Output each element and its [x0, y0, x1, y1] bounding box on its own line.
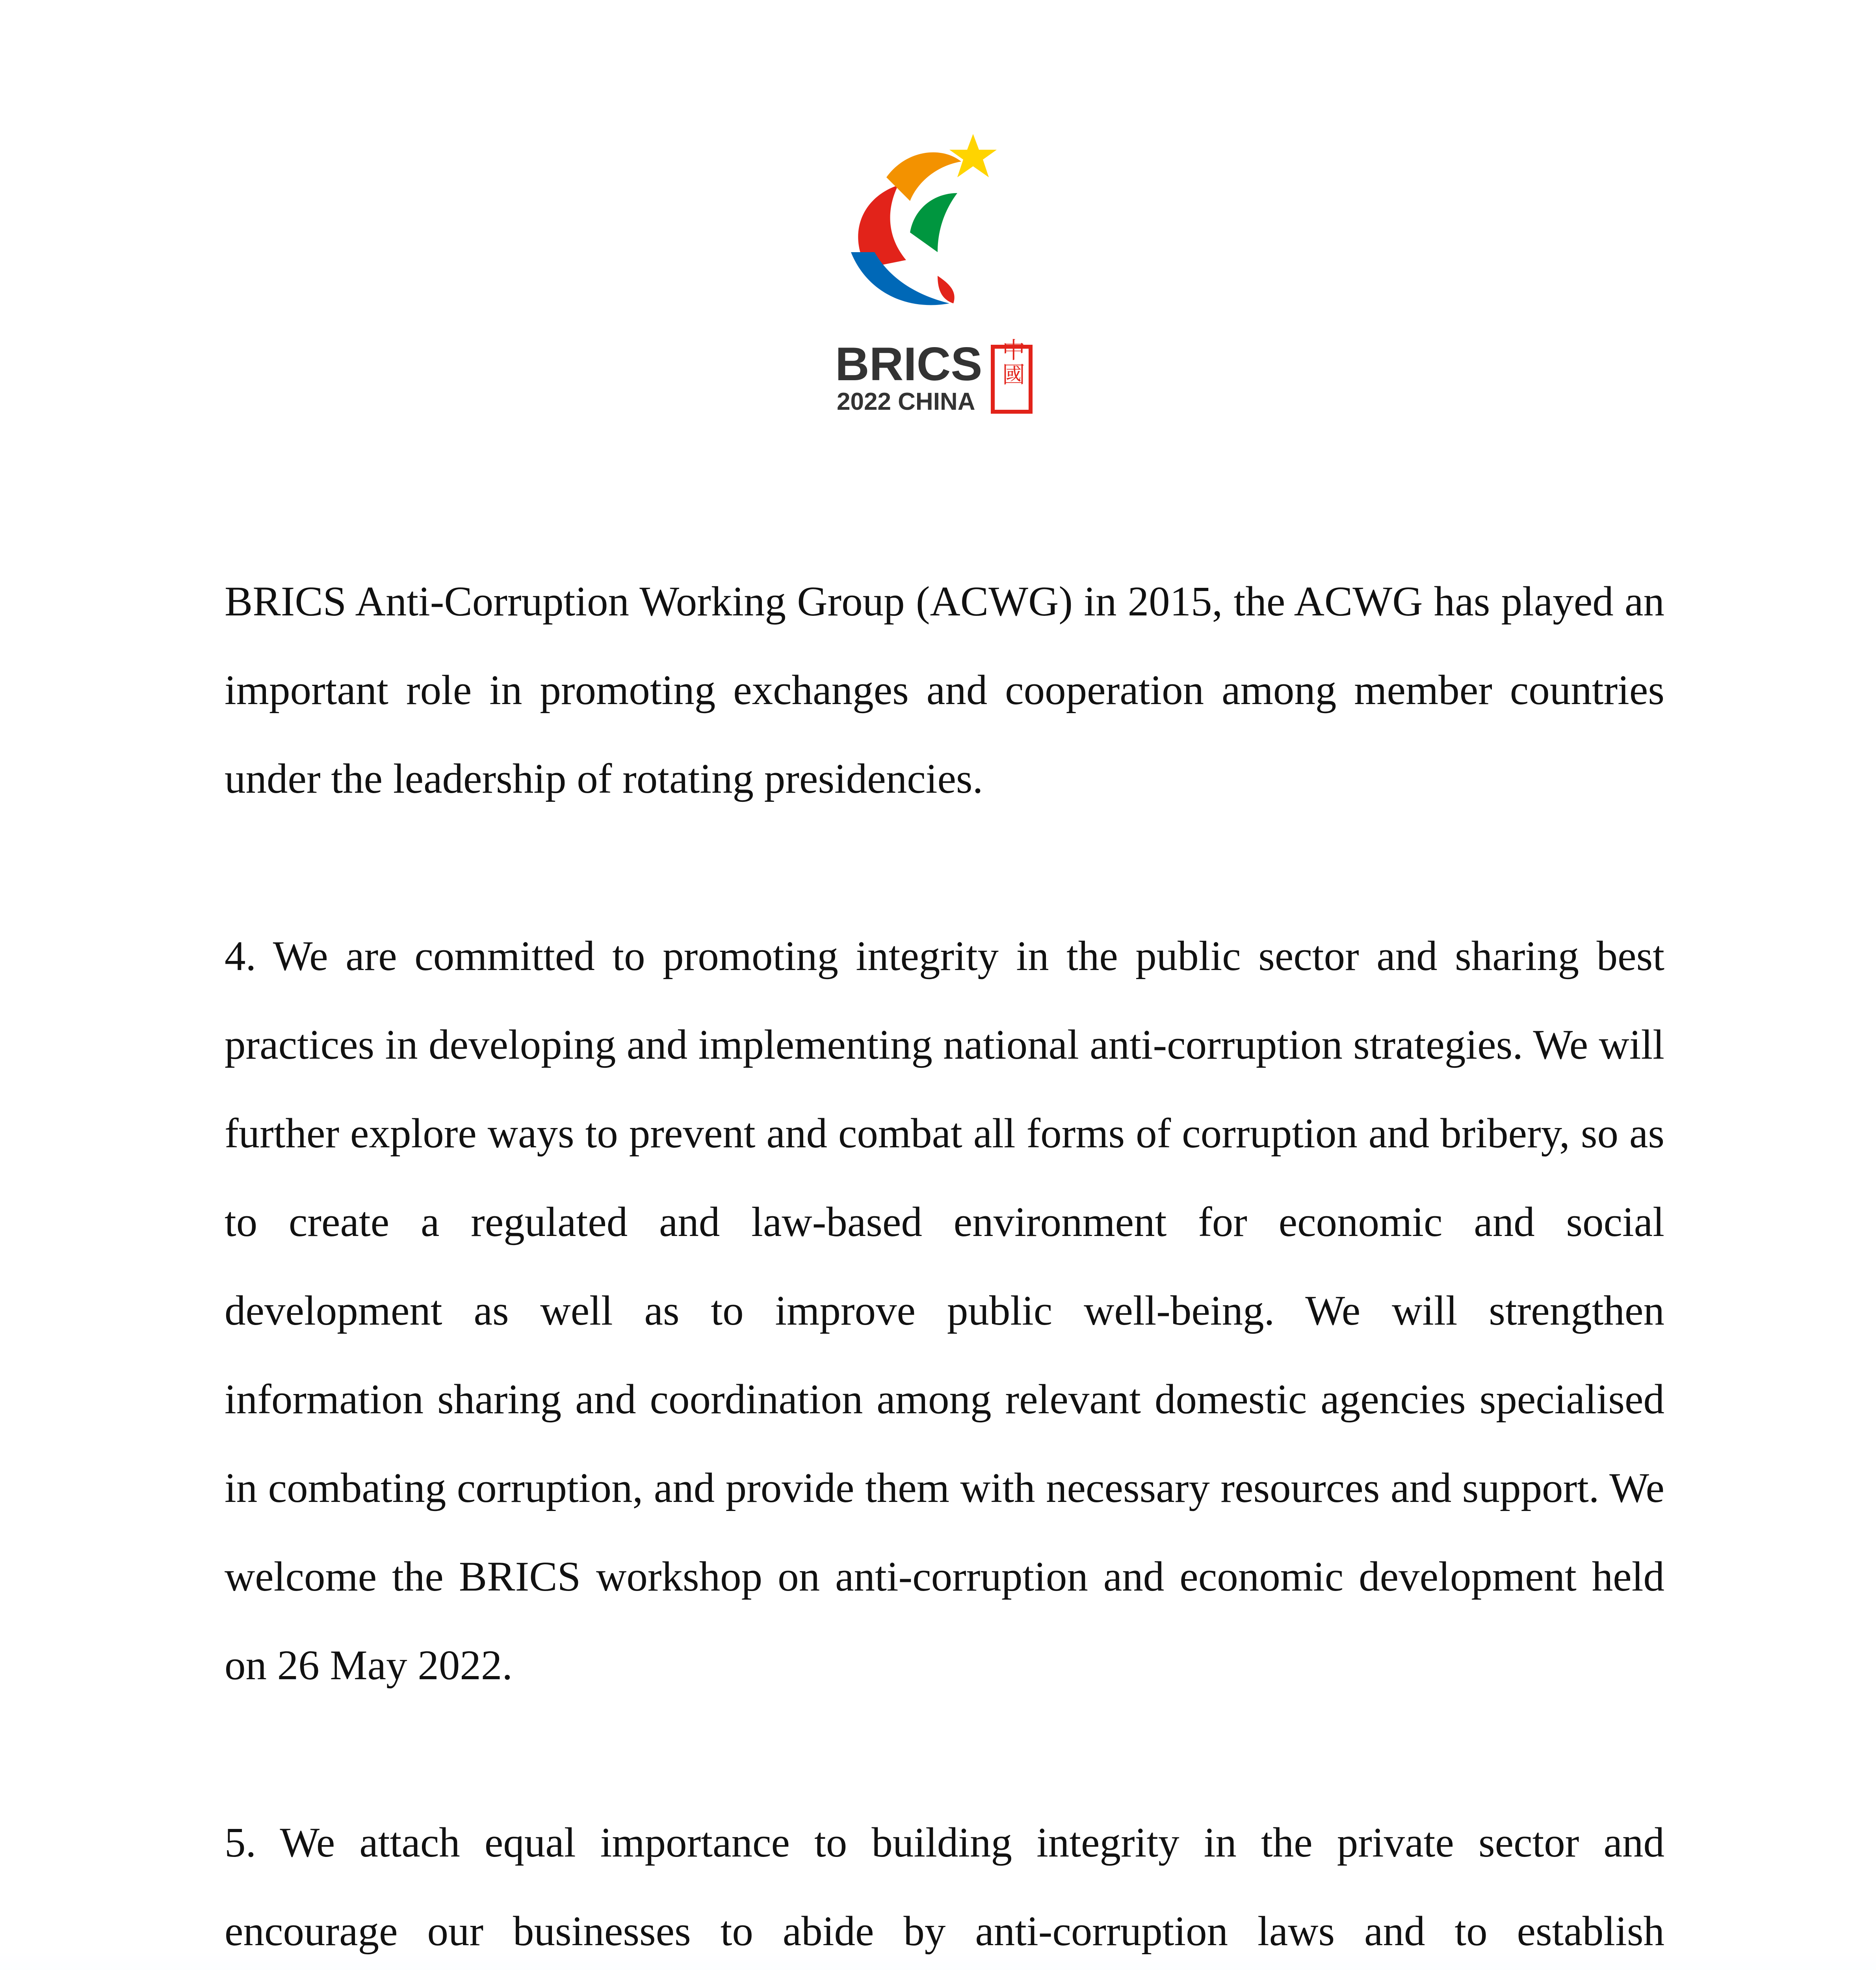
paragraph-5-private-sector: 5. We attach equal importance to building integrity in the private sector and encourage our businesses to abide by anti-corruption laws and to establish	[225, 1819, 1664, 1955]
document-body	[225, 558, 1664, 1970]
logo-subtitle: 2022 CHINA	[837, 388, 975, 415]
brics-2022-china-logo	[819, 134, 1040, 418]
paragraph-4-public-sector: 4. We are committed to promoting integrity in the public sector and sharing best practices in developing and implementing national anti-corruption strategies. We will further explore ways to prevent and combat all forms of corruption and bribery, so as to create a regulated and law-based environment for economic and social development as well as to improve public well-being. We will strengthen information sharing and coordination among relevant domestic agencies specialised in combating corruption, and provide them with necessary resources and support. We welcome the BRICS workshop on anti-corruption and economic development held on 26 May 2022.	[225, 933, 1664, 1689]
logo-wordmark: BRICS	[835, 338, 983, 390]
paragraph-acwg-intro: BRICS Anti-Corruption Working Group (ACWG) in 2015, the ACWG has played an important role in promoting exchanges and cooperation among member countries under the leadership of rotating presidencies.	[225, 578, 1664, 802]
logo-seal: 中國	[998, 338, 1025, 387]
